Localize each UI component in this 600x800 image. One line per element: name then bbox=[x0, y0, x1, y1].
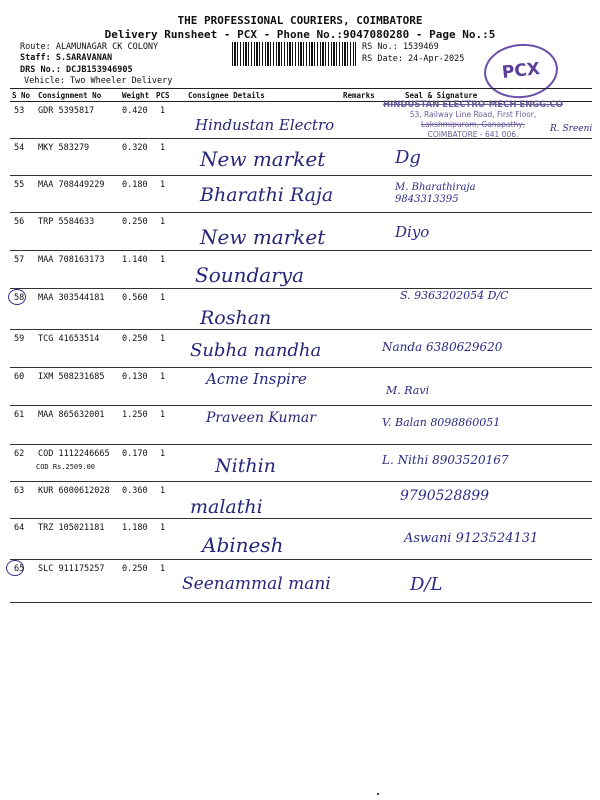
signature: Nanda 6380629620 bbox=[382, 340, 503, 354]
row-consignment: SLC 911175257 bbox=[38, 564, 105, 574]
row-sno: 54 bbox=[14, 143, 25, 153]
table-row bbox=[10, 330, 592, 368]
runsheet-subtitle: Delivery Runsheet - PCX - Phone No.:9047080280 - Page No.:5 bbox=[104, 28, 496, 41]
col-remarks: Remarks bbox=[343, 91, 375, 100]
table-row bbox=[10, 482, 592, 519]
signature: L. Nithi 8903520167 bbox=[382, 453, 509, 467]
row-pcs: 1 bbox=[160, 255, 166, 265]
row-sno: 61 bbox=[14, 410, 25, 420]
col-seal: Seal & Signature bbox=[405, 91, 478, 100]
consignee-handwriting: Seenammal mani bbox=[182, 574, 331, 594]
table-row bbox=[10, 445, 592, 482]
seal-line-4: COIMBATORE - 641 006. bbox=[427, 130, 519, 139]
row-consignment: GDR 5395817 bbox=[38, 106, 95, 116]
row-weight: 0.420 bbox=[122, 106, 148, 116]
row-weight: 1.140 bbox=[122, 255, 148, 265]
consignee-handwriting: Subha nandha bbox=[190, 340, 322, 361]
row-weight: 0.360 bbox=[122, 486, 148, 496]
staff-text: Staff: S.SARAVANAN bbox=[20, 53, 113, 63]
barcode bbox=[232, 42, 356, 66]
table-row bbox=[10, 176, 592, 213]
scan-speck bbox=[377, 793, 379, 795]
row-weight: 0.320 bbox=[122, 143, 148, 153]
signature: Dg bbox=[395, 147, 421, 168]
table-row bbox=[10, 213, 592, 251]
signature: V. Balan 8098860051 bbox=[382, 416, 501, 429]
consignee-handwriting: New market bbox=[200, 225, 326, 249]
row-consignment: TRZ 105021181 bbox=[38, 523, 105, 533]
row-consignment: MAA 303544181 bbox=[38, 293, 105, 303]
row-sno: 58 bbox=[14, 293, 25, 303]
seal-line-2: 53, Railway Line Road, First Floor, bbox=[409, 110, 537, 119]
signature: S. 9363202054 D/C bbox=[400, 289, 509, 302]
row-sno: 65 bbox=[14, 564, 25, 574]
row-weight: 1.250 bbox=[122, 410, 148, 420]
consignee-handwriting: Roshan bbox=[200, 307, 272, 329]
col-pcs: PCS bbox=[156, 91, 170, 100]
row-consignment: TCG 41653514 bbox=[38, 334, 100, 344]
row-weight: 0.170 bbox=[122, 449, 148, 459]
seal-line-1: HINDUSTAN ELECTRO-MECH ENGG.CO bbox=[383, 100, 563, 110]
row-consignment: TRP 5584633 bbox=[38, 217, 95, 227]
row-pcs: 1 bbox=[160, 486, 166, 496]
row-pcs: 1 bbox=[160, 564, 166, 574]
consignee-handwriting: Acme Inspire bbox=[206, 370, 307, 388]
row-pcs: 1 bbox=[160, 523, 166, 533]
row-weight: 1.180 bbox=[122, 523, 148, 533]
col-weight: Weight bbox=[122, 91, 150, 100]
row-consignment: IXM 508231685 bbox=[38, 372, 105, 382]
row-pcs: 1 bbox=[160, 106, 166, 116]
row-consignment: KUR 6000612028 bbox=[38, 486, 110, 496]
row-pcs: 1 bbox=[160, 293, 166, 303]
company-title: THE PROFESSIONAL COURIERS, COIMBATORE bbox=[177, 14, 423, 27]
route-text: Route: ALAMUNAGAR CK COLONY bbox=[20, 42, 159, 52]
table-row bbox=[10, 289, 592, 330]
row-pcs: 1 bbox=[160, 372, 166, 382]
row-pcs: 1 bbox=[160, 449, 166, 459]
consignee-handwriting: Nithin bbox=[215, 455, 276, 477]
table-row bbox=[10, 251, 592, 289]
row-pcs: 1 bbox=[160, 143, 166, 153]
consignee-handwriting: New market bbox=[200, 147, 326, 171]
consignee-handwriting: Praveen Kumar bbox=[206, 410, 316, 426]
signature: M. Bharathiraja 9843313395 bbox=[395, 182, 476, 205]
col-consignment: Consignment No bbox=[38, 91, 102, 100]
row-pcs: 1 bbox=[160, 334, 166, 344]
row-sno: 55 bbox=[14, 180, 25, 190]
consignee-handwriting: Bharathi Raja bbox=[200, 184, 334, 206]
row-consignment: MAA 708163173 bbox=[38, 255, 105, 265]
consignee-handwriting: Abinesh bbox=[202, 533, 284, 557]
rs-date: RS Date: 24-Apr-2025 bbox=[362, 54, 465, 64]
row-weight: 0.560 bbox=[122, 293, 148, 303]
row-sno: 57 bbox=[14, 255, 25, 265]
signature: 9790528899 bbox=[400, 488, 490, 504]
consignee-handwriting: Hindustan Electro bbox=[195, 116, 335, 134]
signature: Aswani 9123524131 bbox=[404, 531, 539, 546]
table-row bbox=[10, 139, 592, 176]
row-consignment: COD 1112246665 bbox=[38, 449, 110, 459]
vehicle-text: Vehicle: Two Wheeler Delivery bbox=[24, 76, 173, 86]
row-sno: 53 bbox=[14, 106, 25, 116]
signature: D/L bbox=[410, 574, 443, 595]
col-sno: S No bbox=[12, 91, 31, 100]
row-pcs: 1 bbox=[160, 217, 166, 227]
row-consignment: MKY 583279 bbox=[38, 143, 90, 153]
row-pcs: 1 bbox=[160, 410, 166, 420]
signature: Diyo bbox=[395, 223, 430, 241]
consignee-handwriting: malathi bbox=[190, 496, 263, 518]
table-row bbox=[10, 519, 592, 560]
col-consignee: Consignee Details bbox=[188, 91, 265, 100]
row-weight: 0.250 bbox=[122, 217, 148, 227]
row-weight: 0.130 bbox=[122, 372, 148, 382]
row-sno: 62 bbox=[14, 449, 25, 459]
row-consignment: MAA 865632001 bbox=[38, 410, 105, 420]
row-weight: 0.250 bbox=[122, 564, 148, 574]
row-sno: 63 bbox=[14, 486, 25, 496]
row-weight: 0.180 bbox=[122, 180, 148, 190]
row-sno: 59 bbox=[14, 334, 25, 344]
table-row bbox=[10, 406, 592, 445]
pcx-stamp: PCX bbox=[481, 40, 560, 101]
seal-line-3: Lakshmipuram, Ganapathy, bbox=[420, 120, 526, 129]
drs-text: DRS No.: DCJB153946905 bbox=[20, 65, 133, 75]
row-sno: 64 bbox=[14, 523, 25, 533]
signature: M. Ravi bbox=[386, 384, 430, 397]
row-sno: 56 bbox=[14, 217, 25, 227]
table-row bbox=[10, 368, 592, 406]
consignee-handwriting: Soundarya bbox=[195, 263, 305, 287]
signature: R. Sreeni bbox=[550, 124, 593, 134]
row-weight: 0.250 bbox=[122, 334, 148, 344]
cod-amount: COD Rs.2509.00 bbox=[36, 463, 96, 471]
table-row bbox=[10, 560, 592, 603]
row-consignment: MAA 708449229 bbox=[38, 180, 105, 190]
row-pcs: 1 bbox=[160, 180, 166, 190]
row-sno: 60 bbox=[14, 372, 25, 382]
company-seal-stamp bbox=[368, 100, 578, 140]
rs-number: RS No.: 1539469 bbox=[362, 42, 439, 52]
